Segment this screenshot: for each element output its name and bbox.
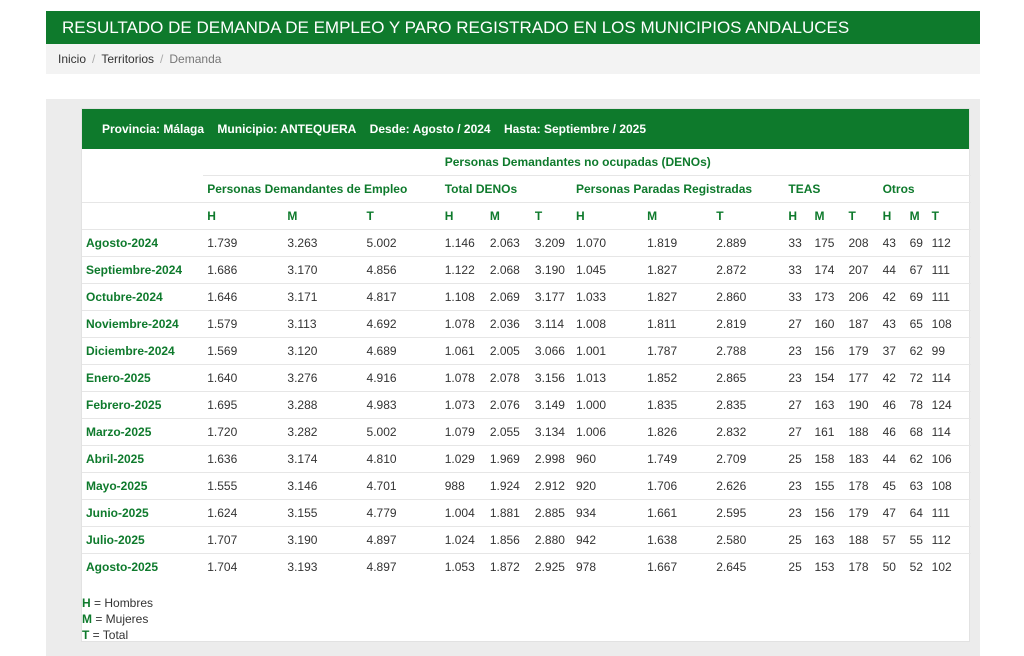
table-cell: 1.706: [643, 472, 712, 499]
table-cell: 3.177: [531, 283, 572, 310]
table-cell: 47: [879, 499, 906, 526]
demandantes-header: Personas Demandantes de Empleo: [203, 175, 441, 202]
table-cell: 4.916: [363, 364, 441, 391]
table-cell: 160: [810, 310, 844, 337]
table-cell: 1.707: [203, 526, 283, 553]
table-row: [82, 337, 971, 364]
table-cell: 1.008: [572, 310, 643, 337]
table-cell: 1.078: [441, 310, 486, 337]
table-cell: 3.288: [283, 391, 362, 418]
provincia-value: Málaga: [163, 122, 205, 136]
subheader-t: T: [712, 202, 784, 229]
results-table: [82, 149, 971, 580]
table-cell: 1.045: [572, 256, 643, 283]
subheader-m: M: [906, 202, 928, 229]
table-cell: 43: [879, 310, 906, 337]
table-cell: 188: [845, 418, 879, 445]
table-cell: 42: [879, 283, 906, 310]
table-cell: 2.819: [712, 310, 784, 337]
table-cell: 175: [810, 229, 844, 256]
otros-header: Otros: [879, 175, 971, 202]
subheader-h: H: [203, 202, 283, 229]
table-cell: 1.827: [643, 283, 712, 310]
table-cell: 1.827: [643, 256, 712, 283]
table-cell: 942: [572, 526, 643, 553]
table-cell: 44: [879, 445, 906, 472]
table-cell: 106: [928, 445, 971, 472]
table-cell: 3.066: [531, 337, 572, 364]
table-cell: 63: [906, 472, 928, 499]
table-cell: 3.156: [531, 364, 572, 391]
table-cell: 1.852: [643, 364, 712, 391]
table-cell: 174: [810, 256, 844, 283]
table-cell: 2.880: [531, 526, 572, 553]
total-denos-header: Total DENOs: [441, 175, 572, 202]
table-cell: 3.155: [283, 499, 362, 526]
table-cell: 163: [810, 526, 844, 553]
table-cell: 3.149: [531, 391, 572, 418]
table-cell: 114: [928, 418, 971, 445]
row-label: Abril-2025: [82, 445, 203, 472]
row-label: Diciembre-2024: [82, 337, 203, 364]
subheader-h: H: [572, 202, 643, 229]
table-cell: 3.190: [283, 526, 362, 553]
table-cell: 1.704: [203, 553, 283, 580]
table-cell: 72: [906, 364, 928, 391]
table-cell: 3.171: [283, 283, 362, 310]
row-label: Junio-2025: [82, 499, 203, 526]
table-cell: 111: [928, 283, 971, 310]
table-cell: 62: [906, 445, 928, 472]
table-cell: 111: [928, 499, 971, 526]
table-cell: 978: [572, 553, 643, 580]
table-cell: 1.695: [203, 391, 283, 418]
table-cell: 988: [441, 472, 486, 499]
table-row: [82, 445, 971, 472]
table-cell: 33: [784, 256, 810, 283]
table-cell: 2.036: [486, 310, 531, 337]
table-cell: 2.005: [486, 337, 531, 364]
table-cell: 1.661: [643, 499, 712, 526]
table-cell: 111: [928, 256, 971, 283]
table-cell: 1.720: [203, 418, 283, 445]
breadcrumb-current: Demanda: [169, 52, 222, 66]
table-cell: 2.069: [486, 283, 531, 310]
table-cell: 3.134: [531, 418, 572, 445]
table-cell: 177: [845, 364, 879, 391]
table-cell: 2.626: [712, 472, 784, 499]
table-cell: 1.881: [486, 499, 531, 526]
legend-item: [82, 627, 153, 643]
table-cell: 68: [906, 418, 928, 445]
table-cell: 4.689: [363, 337, 441, 364]
table-row: [82, 310, 971, 337]
empty-header: [203, 149, 441, 175]
table-row: [82, 499, 971, 526]
table-cell: 108: [928, 472, 971, 499]
table-cell: 3.193: [283, 553, 362, 580]
row-label: Julio-2025: [82, 526, 203, 553]
table-cell: 1.826: [643, 418, 712, 445]
hasta-value: Septiembre / 2025: [543, 122, 647, 136]
table-cell: 124: [928, 391, 971, 418]
table-cell: 1.819: [643, 229, 712, 256]
table-row: [82, 364, 971, 391]
table-cell: 27: [784, 391, 810, 418]
empty-header: [82, 149, 203, 175]
table-cell: 2.055: [486, 418, 531, 445]
row-label: Enero-2025: [82, 364, 203, 391]
table-cell: 161: [810, 418, 844, 445]
table-cell: 3.190: [531, 256, 572, 283]
table-cell: 62: [906, 337, 928, 364]
table-cell: 3.170: [283, 256, 362, 283]
table-cell: 1.739: [203, 229, 283, 256]
table-cell: 920: [572, 472, 643, 499]
breadcrumb: [46, 44, 980, 74]
table-cell: 1.969: [486, 445, 531, 472]
table-cell: 2.835: [712, 391, 784, 418]
table-cell: 1.053: [441, 553, 486, 580]
table-cell: 3.282: [283, 418, 362, 445]
table-cell: 42: [879, 364, 906, 391]
table-cell: 1.856: [486, 526, 531, 553]
results-panel: [46, 99, 980, 656]
legend-text: = Mujeres: [92, 612, 149, 626]
table-cell: 2.068: [486, 256, 531, 283]
table-cell: 112: [928, 526, 971, 553]
table-cell: 155: [810, 472, 844, 499]
filter-summary: [82, 109, 969, 149]
table-cell: 156: [810, 337, 844, 364]
subheader-h: H: [879, 202, 906, 229]
table-cell: 43: [879, 229, 906, 256]
table-cell: 3.263: [283, 229, 362, 256]
row-label: Noviembre-2024: [82, 310, 203, 337]
row-label: Octubre-2024: [82, 283, 203, 310]
row-label: Agosto-2025: [82, 553, 203, 580]
table-cell: 23: [784, 337, 810, 364]
row-label: Agosto-2024: [82, 229, 203, 256]
table-cell: 178: [845, 472, 879, 499]
table-cell: 52: [906, 553, 928, 580]
table-cell: 188: [845, 526, 879, 553]
table-cell: 2.998: [531, 445, 572, 472]
table-cell: 2.860: [712, 283, 784, 310]
breadcrumb-separator: /: [92, 52, 96, 66]
table-cell: 156: [810, 499, 844, 526]
table-cell: 2.595: [712, 499, 784, 526]
paradas-header: Personas Paradas Registradas: [572, 175, 784, 202]
table-cell: 2.832: [712, 418, 784, 445]
table-cell: 1.624: [203, 499, 283, 526]
table-cell: 67: [906, 256, 928, 283]
table-cell: 3.276: [283, 364, 362, 391]
table-cell: 27: [784, 310, 810, 337]
table-row: [82, 229, 971, 256]
table-cell: 178: [845, 553, 879, 580]
table-cell: 1.579: [203, 310, 283, 337]
table-cell: 1.006: [572, 418, 643, 445]
table-cell: 46: [879, 391, 906, 418]
subheader-t: T: [845, 202, 879, 229]
table-cell: 4.692: [363, 310, 441, 337]
table-cell: 2.885: [531, 499, 572, 526]
table-cell: 114: [928, 364, 971, 391]
table-cell: 4.897: [363, 553, 441, 580]
table-cell: 2.788: [712, 337, 784, 364]
table-cell: 208: [845, 229, 879, 256]
table-cell: 1.079: [441, 418, 486, 445]
table-cell: 45: [879, 472, 906, 499]
table-cell: 1.078: [441, 364, 486, 391]
breadcrumb-separator: /: [160, 52, 164, 66]
legend-item: [82, 595, 153, 611]
table-cell: 25: [784, 445, 810, 472]
row-label: Febrero-2025: [82, 391, 203, 418]
table-cell: 206: [845, 283, 879, 310]
legend-key: T: [82, 628, 90, 642]
table-cell: 3.174: [283, 445, 362, 472]
table-cell: 65: [906, 310, 928, 337]
table-cell: 25: [784, 526, 810, 553]
table-cell: 3.120: [283, 337, 362, 364]
table-cell: 3.114: [531, 310, 572, 337]
table-cell: 960: [572, 445, 643, 472]
table-cell: 1.073: [441, 391, 486, 418]
table-cell: 3.113: [283, 310, 362, 337]
table-cell: 2.889: [712, 229, 784, 256]
table-cell: 1.146: [441, 229, 486, 256]
table-cell: 153: [810, 553, 844, 580]
table-cell: 4.810: [363, 445, 441, 472]
table-cell: 1.555: [203, 472, 283, 499]
table-cell: 99: [928, 337, 971, 364]
breadcrumb-territorios-link[interactable]: Territorios: [101, 52, 155, 66]
table-cell: 3.146: [283, 472, 362, 499]
table-cell: 1.000: [572, 391, 643, 418]
row-label: Septiembre-2024: [82, 256, 203, 283]
table-cell: 25: [784, 553, 810, 580]
table-cell: 1.122: [441, 256, 486, 283]
empty-header: [82, 175, 203, 202]
table-cell: 173: [810, 283, 844, 310]
table-cell: 4.817: [363, 283, 441, 310]
subheader-m: M: [643, 202, 712, 229]
table-cell: 2.580: [712, 526, 784, 553]
table-cell: 33: [784, 283, 810, 310]
table-cell: 44: [879, 256, 906, 283]
table-cell: 5.002: [363, 418, 441, 445]
table-cell: 158: [810, 445, 844, 472]
table-row: [82, 418, 971, 445]
table-row: [82, 553, 971, 580]
table-cell: 2.076: [486, 391, 531, 418]
table-cell: 1.872: [486, 553, 531, 580]
table-body: [82, 229, 971, 580]
desde-value: Agosto / 2024: [412, 122, 491, 136]
table-cell: 1.061: [441, 337, 486, 364]
table-cell: 1.638: [643, 526, 712, 553]
table-cell: 154: [810, 364, 844, 391]
legend-key: H: [82, 596, 91, 610]
table-cell: 4.856: [363, 256, 441, 283]
subheader-h: H: [441, 202, 486, 229]
table-cell: 1.013: [572, 364, 643, 391]
results-card: [81, 108, 970, 642]
table-cell: 934: [572, 499, 643, 526]
table-cell: 179: [845, 499, 879, 526]
table-cell: 1.640: [203, 364, 283, 391]
table-cell: 1.070: [572, 229, 643, 256]
table-cell: 2.865: [712, 364, 784, 391]
table-cell: 57: [879, 526, 906, 553]
table-cell: 78: [906, 391, 928, 418]
legend: [82, 595, 153, 643]
municipio-value: ANTEQUERA: [280, 122, 357, 136]
table-cell: 1.029: [441, 445, 486, 472]
table-cell: 1.024: [441, 526, 486, 553]
table-row: [82, 526, 971, 553]
subheader-t: T: [363, 202, 441, 229]
subheader-t: T: [928, 202, 971, 229]
table-cell: 2.645: [712, 553, 784, 580]
table-cell: 1.108: [441, 283, 486, 310]
table-cell: 2.063: [486, 229, 531, 256]
table-cell: 1.001: [572, 337, 643, 364]
table-cell: 179: [845, 337, 879, 364]
table-row: [82, 256, 971, 283]
table-cell: 207: [845, 256, 879, 283]
table-cell: 69: [906, 283, 928, 310]
table-cell: 2.078: [486, 364, 531, 391]
table-cell: 183: [845, 445, 879, 472]
breadcrumb-inicio-link[interactable]: Inicio: [58, 52, 87, 66]
table-cell: 1.835: [643, 391, 712, 418]
row-label: Mayo-2025: [82, 472, 203, 499]
table-cell: 33: [784, 229, 810, 256]
table-cell: 112: [928, 229, 971, 256]
table-cell: 2.709: [712, 445, 784, 472]
table-cell: 1.033: [572, 283, 643, 310]
table-cell: 1.686: [203, 256, 283, 283]
table-cell: 27: [784, 418, 810, 445]
legend-key: M: [82, 612, 92, 626]
table-cell: 1.004: [441, 499, 486, 526]
table-cell: 187: [845, 310, 879, 337]
subheader-m: M: [810, 202, 844, 229]
hasta-label: Hasta:: [503, 122, 541, 136]
row-label: Marzo-2025: [82, 418, 203, 445]
table-cell: 1.646: [203, 283, 283, 310]
table-cell: 102: [928, 553, 971, 580]
table-cell: 46: [879, 418, 906, 445]
table-cell: 3.209: [531, 229, 572, 256]
legend-item: [82, 611, 153, 627]
table-cell: 1.787: [643, 337, 712, 364]
table-cell: 2.925: [531, 553, 572, 580]
table-cell: 1.636: [203, 445, 283, 472]
table-cell: 69: [906, 229, 928, 256]
table-cell: 1.924: [486, 472, 531, 499]
municipio-label: Municipio:: [217, 122, 278, 136]
subheader-m: M: [283, 202, 362, 229]
table-cell: 1.749: [643, 445, 712, 472]
subheader-m: M: [486, 202, 531, 229]
table-cell: 4.983: [363, 391, 441, 418]
table-cell: 108: [928, 310, 971, 337]
table-cell: 5.002: [363, 229, 441, 256]
table-cell: 64: [906, 499, 928, 526]
table-cell: 23: [784, 472, 810, 499]
table-cell: 163: [810, 391, 844, 418]
denos-group-header: Personas Demandantes no ocupadas (DENOs): [444, 154, 711, 169]
table-cell: 23: [784, 499, 810, 526]
desde-label: Desde:: [369, 122, 410, 136]
subheader-t: T: [531, 202, 572, 229]
table-cell: 4.897: [363, 526, 441, 553]
table-cell: 55: [906, 526, 928, 553]
provincia-label: Provincia:: [102, 122, 161, 136]
table-cell: 23: [784, 364, 810, 391]
table-row: [82, 283, 971, 310]
table-cell: 50: [879, 553, 906, 580]
subheader-h: H: [784, 202, 810, 229]
page-title: RESULTADO DE DEMANDA DE EMPLEO Y PARO REGISTRADO EN LOS MUNICIPIOS ANDALUCES: [46, 11, 980, 44]
legend-text: = Total: [89, 628, 129, 642]
table-cell: 4.779: [363, 499, 441, 526]
table-cell: 2.912: [531, 472, 572, 499]
table-cell: 190: [845, 391, 879, 418]
table-cell: 2.872: [712, 256, 784, 283]
table-row: [82, 472, 971, 499]
table-cell: 1.811: [643, 310, 712, 337]
table-cell: 1.667: [643, 553, 712, 580]
table-cell: 37: [879, 337, 906, 364]
teas-header: TEAS: [784, 175, 878, 202]
legend-text: = Hombres: [90, 596, 154, 610]
table-cell: 1.569: [203, 337, 283, 364]
table-row: [82, 391, 971, 418]
table-cell: 4.701: [363, 472, 441, 499]
empty-header: [82, 202, 203, 229]
